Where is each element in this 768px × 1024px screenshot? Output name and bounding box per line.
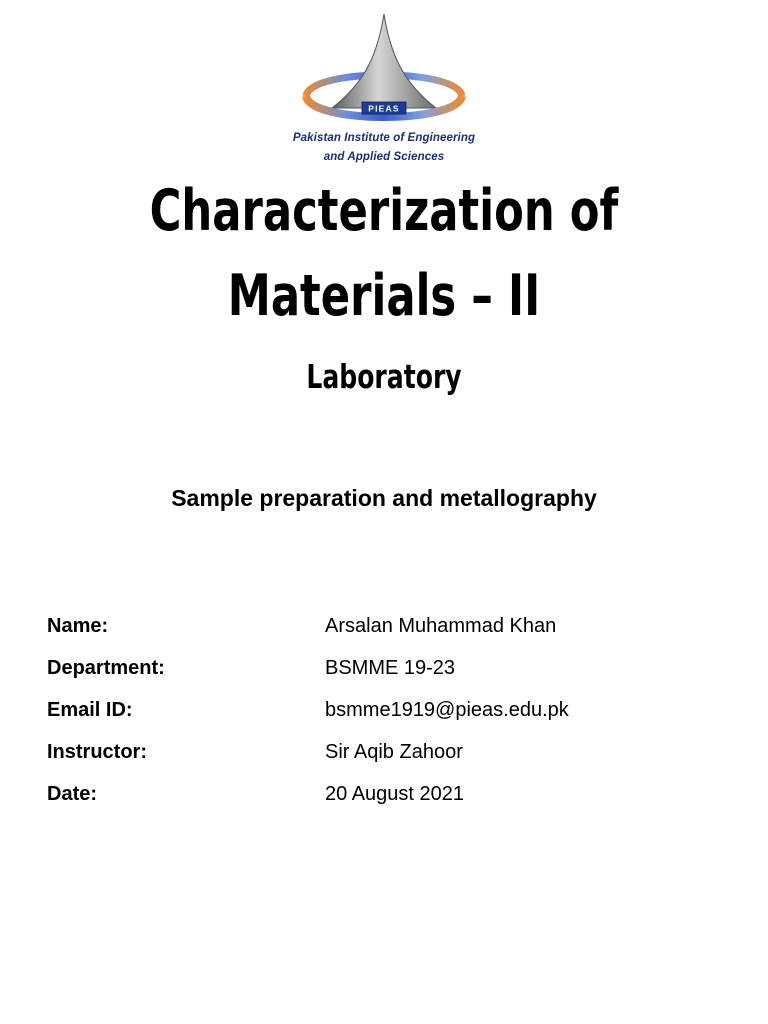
course-title-line1: Characterization of <box>149 178 619 244</box>
detail-value: BSMME 19-23 <box>325 657 456 679</box>
institution-name-line2: and Applied Sciences <box>323 151 445 163</box>
detail-value: 20 August 2021 <box>325 783 465 805</box>
student-details <box>47 615 727 825</box>
logo-plate-text: PIEAS <box>368 103 400 114</box>
detail-row-date <box>47 783 727 825</box>
experiment-title: Sample preparation and metallography <box>171 485 597 511</box>
detail-label: Email ID: <box>47 699 133 721</box>
detail-row-department <box>47 657 727 699</box>
detail-value: bsmme1919@pieas.edu.pk <box>325 699 569 721</box>
pieas-logo <box>270 12 498 172</box>
detail-row-name <box>47 615 727 657</box>
spire-shape <box>332 14 436 108</box>
institution-name-line1: Pakistan Institute of Engineering <box>292 132 476 144</box>
detail-value: Arsalan Muhammad Khan <box>325 615 557 637</box>
detail-label: Date: <box>47 783 98 805</box>
detail-label: Name: <box>47 615 109 637</box>
detail-label: Instructor: <box>47 741 147 763</box>
detail-row-email <box>47 699 727 741</box>
course-title-line2: Materials – II <box>227 263 541 329</box>
detail-value: Sir Aqib Zahoor <box>325 741 463 763</box>
detail-row-instructor <box>47 741 727 783</box>
course-subtitle: Laboratory <box>306 357 462 396</box>
detail-label: Department: <box>47 657 165 679</box>
